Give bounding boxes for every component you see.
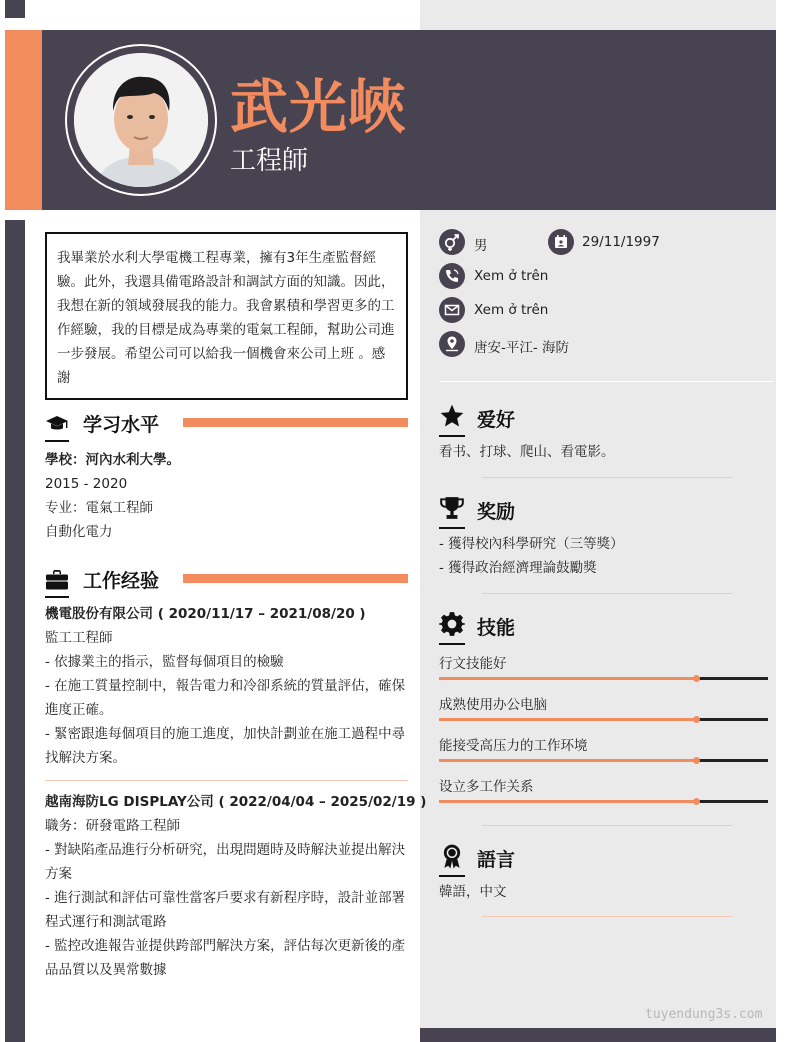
contact-divider xyxy=(439,381,774,382)
header-banner xyxy=(5,30,776,210)
skill-1-label: 行文技能好 xyxy=(439,656,507,672)
envelope-icon xyxy=(439,297,465,323)
summary-box: 我畢業於水利大學電機工程專業，擁有3年生產監督經驗。此外，我還具備電路設計和調試方面的知識。因此，我想在新的領域發展我的能力。我會累積和學習更多的工作經驗，我的目標是成為專業的電氣工程師，幫助公司進一步發展。希望公司可以給我一個機會來公司上班 。感謝 xyxy=(45,232,408,400)
job-2-duty-1: - 對缺陷產品進行分析研究，出現問題時及時解決並提出解決方案 xyxy=(45,842,406,882)
education-heading xyxy=(45,410,408,440)
job-2-company: 越南海防LG DISPLAY公司 ( 2022/04/04 – 2025/02/19 ) xyxy=(45,794,427,810)
heading-underline xyxy=(439,527,465,529)
bottom-accent-bar xyxy=(420,1028,776,1042)
gender-icon xyxy=(439,229,465,255)
heading-underline xyxy=(439,435,465,437)
hobbies-text: 看书、打球、爬山、看電影。 xyxy=(439,444,615,460)
skill-4-bar xyxy=(439,800,768,803)
profile-photo xyxy=(74,53,208,187)
job-1-duty-3: - 緊密跟進每個項目的施工進度，加快計劃並在施工過程中尋找解決方案。 xyxy=(45,726,406,766)
job-2-duty-3: - 監控改進報告並提供跨部門解決方案，評估每次更新後的產品品質以及異常數據 xyxy=(45,938,406,978)
job-1-duty-1: - 依據業主的指示，監督每個項目的檢驗 xyxy=(45,654,284,670)
skill-fill xyxy=(439,759,696,762)
education-minor: 自動化電力 xyxy=(45,524,113,540)
awards-title: 奖励 xyxy=(477,501,516,523)
email-value: Xem ở trên xyxy=(474,302,549,318)
gear-icon xyxy=(439,611,465,637)
hobbies-divider xyxy=(482,477,732,478)
job-1-company: 機電股份有限公司 ( 2020/11/17 – 2021/08/20 ) xyxy=(45,606,366,622)
trophy-icon xyxy=(439,495,465,521)
languages-divider xyxy=(482,916,732,917)
job-divider xyxy=(45,780,408,781)
skill-fill xyxy=(439,800,696,803)
job-2-duty-2: - 進行測試和評估可靠性當客戶要求有新程序時，設計並部署程式運行和測試電路 xyxy=(45,890,406,930)
skill-fill xyxy=(439,718,696,721)
header-accent-stripe xyxy=(5,30,42,210)
awards-heading xyxy=(439,495,739,525)
heading-underline xyxy=(439,643,465,645)
languages-text: 韓語，中文 xyxy=(439,884,507,900)
page-margin xyxy=(776,0,800,1042)
experience-title: 工作经验 xyxy=(83,570,160,592)
skill-marker xyxy=(693,757,700,764)
award-item-2: - 獲得政治經濟理論鼓勵獎 xyxy=(439,560,597,576)
skill-2-label: 成熟使用办公电脑 xyxy=(439,697,547,713)
skills-heading xyxy=(439,611,739,641)
candidate-name: 武光峽 xyxy=(230,73,408,141)
job-2-role: 職务：研發電路工程師 xyxy=(45,818,180,834)
heading-underline xyxy=(45,440,69,442)
birthday-value: 29/11/1997 xyxy=(582,234,660,250)
award-item-1: - 獲得校內科學研究（三等獎） xyxy=(439,536,624,552)
skills-divider xyxy=(482,825,732,826)
address-value: 唐安-平江- 海防 xyxy=(474,340,570,356)
heading-underline xyxy=(439,875,465,877)
heading-rule xyxy=(183,418,408,427)
briefcase-icon xyxy=(45,568,69,592)
phone-icon xyxy=(439,263,465,289)
skill-1-bar xyxy=(439,677,768,680)
skill-marker xyxy=(693,675,700,682)
awards-divider xyxy=(482,593,732,594)
job-1-role: 監工工程師 xyxy=(45,630,113,646)
hobbies-heading xyxy=(439,403,739,433)
watermark: tuyendung3s.com xyxy=(645,1007,763,1022)
star-icon xyxy=(439,403,465,429)
skill-3-bar xyxy=(439,759,768,762)
skill-2-bar xyxy=(439,718,768,721)
calendar-icon xyxy=(548,229,574,255)
education-title: 学习水平 xyxy=(83,414,160,436)
heading-underline xyxy=(45,596,69,598)
left-accent-bar xyxy=(5,220,25,1042)
job-title: 工程師 xyxy=(230,146,309,176)
skill-marker xyxy=(693,798,700,805)
map-pin-icon xyxy=(439,331,465,357)
skill-marker xyxy=(693,716,700,723)
award-ribbon-icon xyxy=(439,843,465,869)
heading-rule xyxy=(183,574,408,583)
skill-4-label: 设立多工作关系 xyxy=(439,779,534,795)
phone-value: Xem ở trên xyxy=(474,268,549,284)
experience-heading xyxy=(45,566,408,596)
languages-title: 語言 xyxy=(477,849,516,871)
education-years: 2015 - 2020 xyxy=(45,476,128,492)
education-school: 學校：河內水利大學。 xyxy=(45,452,180,468)
graduation-cap-icon xyxy=(45,412,69,436)
skills-title: 技能 xyxy=(477,617,516,639)
skill-fill xyxy=(439,677,696,680)
education-major: 专业：電氣工程師 xyxy=(45,500,153,516)
skill-3-label: 能接受高压力的工作环境 xyxy=(439,738,588,754)
corner-accent xyxy=(5,0,25,18)
languages-heading xyxy=(439,843,739,873)
hobbies-title: 爱好 xyxy=(477,409,516,431)
job-1-duty-2: - 在施工質量控制中，報告電力和冷卻系統的質量評估，確保進度正確。 xyxy=(45,678,406,718)
gender-value: 男 xyxy=(474,238,488,254)
